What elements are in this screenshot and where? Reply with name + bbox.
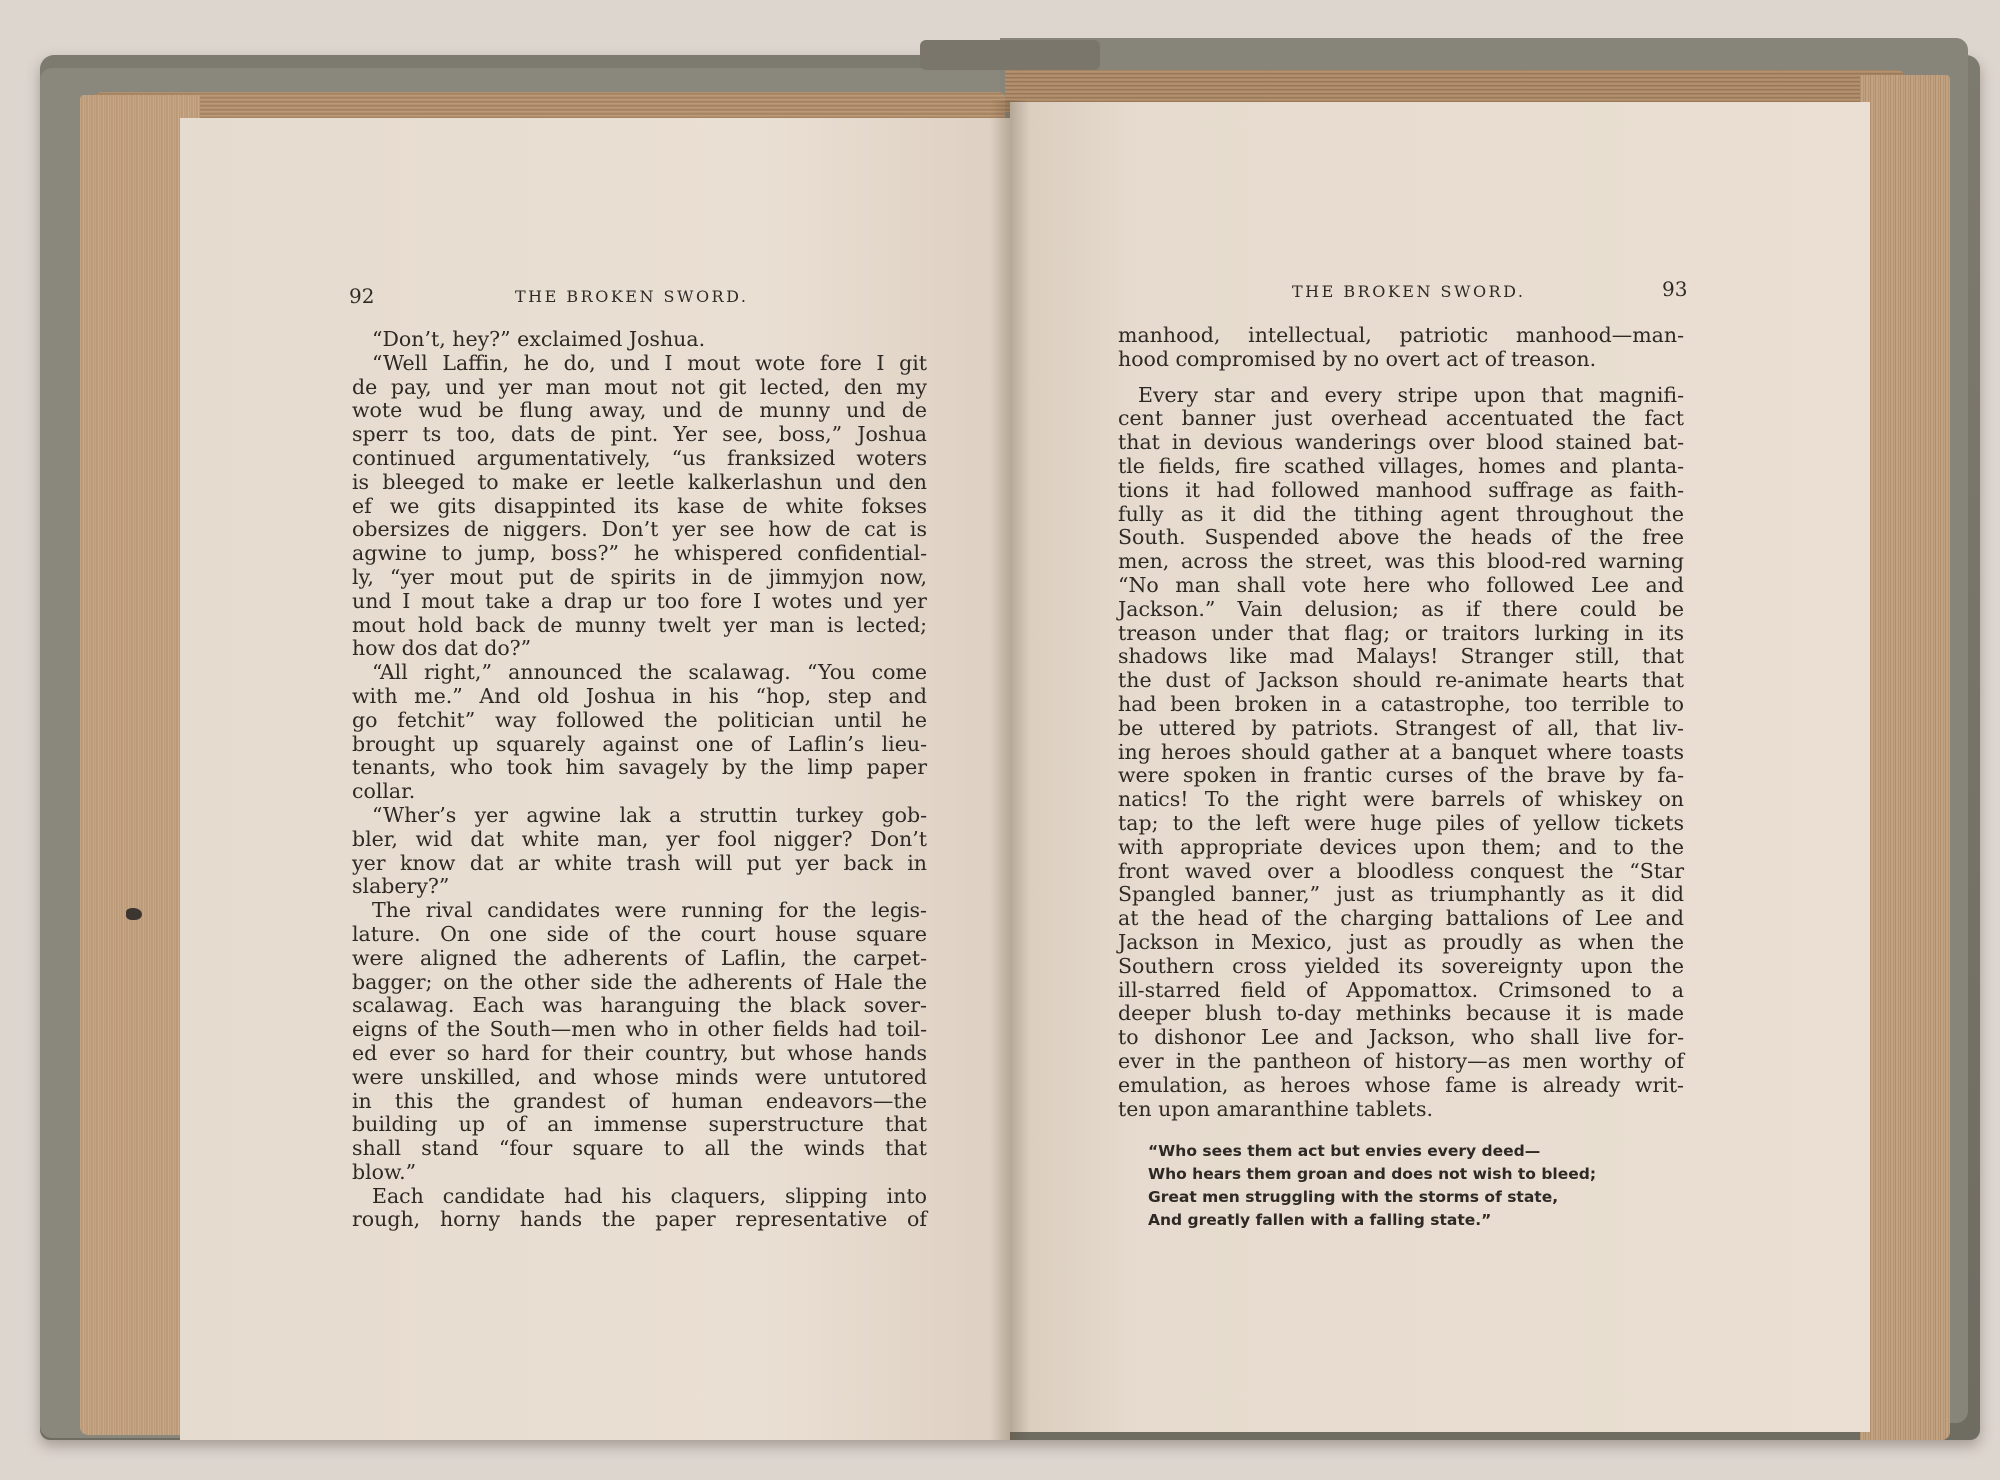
text-line: de pay, und yer man mout not git lected, den my: [352, 374, 927, 399]
text-line: ing heroes should gather at a banquet where toasts: [1118, 739, 1684, 764]
text-line: “No man shall vote here who followed Lee and: [1118, 572, 1684, 597]
text-line: treason under that flag; or traitors lurking in its: [1118, 620, 1684, 645]
text-line: sperr ts too, dats de pint. Yer see, boss,” Joshua: [352, 422, 927, 447]
text-line: had been broken in a catastrophe, too terrible to: [1118, 691, 1684, 716]
text-line: ever in the pantheon of history—as men worthy of: [1118, 1048, 1684, 1073]
text-line: front waved over a bloodless conquest the “Star: [1118, 858, 1684, 883]
text-line: scalawag. Each was haranguing the black sover-: [352, 993, 927, 1018]
verse-line: Great men struggling with the storms of state,: [1148, 1188, 1559, 1206]
text-line: that in devious wanderings over blood stained bat-: [1118, 430, 1684, 455]
text-line: were aligned the adherents of Laflin, the carpet-: [352, 945, 927, 970]
page-edges-right: [1860, 75, 1950, 1440]
text-line: tenants, who took him savagely by the limp paper: [352, 755, 927, 780]
text-line: building up of an immense superstructure that: [352, 1112, 927, 1137]
text-line: at the head of the charging battalions of Lee and: [1118, 906, 1684, 931]
text-line: lature. On one side of the court house square: [352, 921, 927, 946]
text-line: with me.” And old Joshua in his “hop, step and: [352, 683, 927, 708]
text-line: wote wud be flung away, und de munny und de: [352, 398, 927, 423]
text-line: The rival candidates were running for the legis-: [372, 898, 927, 923]
torn-spine: [920, 40, 1100, 70]
text-line: deeper blush to-day methinks because it is made: [1118, 1001, 1684, 1026]
text-line: the dust of Jackson should re-animate hearts that: [1118, 668, 1684, 693]
right-running-head: THE BROKEN SWORD.: [1292, 282, 1526, 301]
text-line: mout hold back de munny twelt yer man is lected;: [352, 612, 927, 637]
book-gutter: [990, 100, 1030, 1440]
text-line: natics! To the right were barrels of whiskey on: [1118, 787, 1684, 812]
text-line: in this the grandest of human endeavors—the: [352, 1088, 927, 1113]
text-line: yer know dat ar white trash will put yer back in: [352, 850, 927, 875]
verse-line: “Who sees them act but envies every deed—: [1148, 1142, 1541, 1160]
text-line: Spangled banner,” just as triumphantly as it did: [1118, 882, 1684, 907]
text-line: manhood, intellectual, patriotic manhood—man-: [1118, 323, 1684, 347]
text-line: bler, wid dat white man, yer fool nigger? Don’t: [352, 826, 927, 851]
text-line: continued argumentatively, “us franksized woters: [352, 445, 927, 470]
text-line: ly, “yer mout put de spirits in de jimmyjon now,: [352, 564, 927, 589]
text-line: fully as it did the tithing agent throughout the: [1118, 501, 1684, 526]
text-line: obersizes de niggers. Don’t yer see how de cat is: [352, 517, 927, 542]
text-line: bagger; on the other side the adherents of Hale the: [352, 969, 927, 994]
text-line: tle fields, fire scathed villages, homes and planta-: [1118, 453, 1684, 478]
text-line: South. Suspended above the heads of the free: [1118, 525, 1684, 550]
text-line: is bleeged to make er leetle kalkerlashun und den: [352, 469, 927, 494]
text-line: tions it had followed manhood suffrage as faith-: [1118, 477, 1684, 502]
text-line: ef we gits disappinted its kase de white fokses: [352, 493, 927, 518]
text-line: were unskilled, and whose minds were untutored: [352, 1064, 927, 1089]
text-line: cent banner just overhead accentuated the fact: [1118, 406, 1684, 431]
verse-line: Who hears them groan and does not wish to bleed;: [1148, 1165, 1597, 1183]
text-line: emulation, as heroes whose fame is already writ-: [1118, 1072, 1684, 1097]
text-line: collar.: [352, 779, 416, 804]
text-line: hood compromised by no overt act of treason.: [1118, 346, 1597, 371]
left-page-text: [352, 328, 927, 1232]
text-line: tap; to the left were huge piles of yellow tickets: [1118, 810, 1684, 835]
text-line: men, across the street, was this blood-red warning: [1118, 549, 1684, 574]
text-line: ill-starred field of Appomattox. Crimsoned to a: [1118, 977, 1684, 1002]
text-line: rough, horny hands the paper representative of: [352, 1207, 927, 1232]
text-line: und I mout take a drap ur too fore I wotes und yer: [352, 588, 927, 613]
right-page-number: 93: [1662, 277, 1688, 301]
text-line: “Don’t, hey?” exclaimed Joshua.: [372, 327, 706, 351]
text-line: shall stand “four square to all the winds that: [352, 1136, 927, 1161]
text-line: Every star and every stripe upon that magnifi-: [1138, 382, 1684, 407]
text-line: go fetchit” way followed the politician until he: [352, 707, 927, 732]
text-line: “Wher’s yer agwine lak a struttin turkey gob-: [372, 802, 927, 827]
verse-quotation: [1148, 1140, 1596, 1232]
ink-mark: [126, 908, 142, 920]
text-line: with appropriate devices upon them; and to the: [1118, 834, 1684, 859]
text-line: Jackson in Mexico, just as proudly as when the: [1118, 929, 1684, 954]
text-line: blow.”: [352, 1159, 417, 1184]
text-line: Jackson.” Vain delusion; as if there could be: [1118, 596, 1684, 621]
text-line: [1118, 372, 1684, 384]
text-line: Southern cross yielded its sovereignty upon the: [1118, 953, 1684, 978]
text-line: ten upon amaranthine tablets.: [1118, 1096, 1433, 1121]
verse-line: And greatly fallen with a falling state.”: [1148, 1211, 1492, 1229]
text-line: were spoken in frantic curses of the brave by fa-: [1118, 763, 1684, 788]
text-line: eigns of the South—men who in other fields had toil-: [352, 1017, 927, 1042]
text-line: slabery?”: [352, 874, 450, 899]
text-line: brought up squarely against one of Laflin’s lieu-: [352, 731, 927, 756]
text-line: “Well Laffin, he do, und I mout wote fore I git: [372, 350, 927, 375]
text-line: agwine to jump, boss?” he whispered confidential-: [352, 541, 927, 566]
text-line: be uttered by patriots. Strangest of all, that liv-: [1118, 715, 1684, 740]
left-page-number: 92: [349, 284, 375, 308]
text-line: “All right,” announced the scalawag. “You come: [372, 660, 927, 685]
text-line: to dishonor Lee and Jackson, who shall live for-: [1118, 1025, 1684, 1050]
right-page-text: [1118, 324, 1684, 1121]
text-line: Each candidate had his claquers, slipping into: [372, 1183, 927, 1208]
text-line: shadows like mad Malays! Stranger still, that: [1118, 644, 1684, 669]
text-line: how dos dat do?”: [352, 636, 532, 661]
left-running-head: THE BROKEN SWORD.: [515, 287, 749, 306]
text-line: ed ever so hard for their country, but whose hands: [352, 1040, 927, 1065]
